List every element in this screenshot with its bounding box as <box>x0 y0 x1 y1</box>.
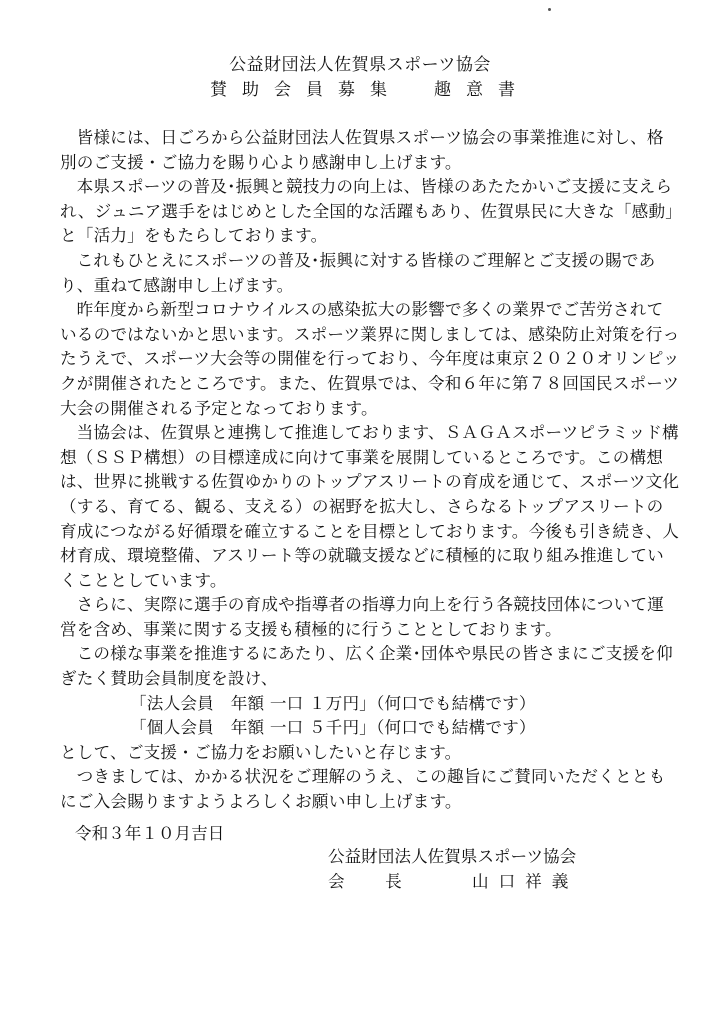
signature-name: 山口祥義 <box>472 872 579 891</box>
paragraph-sports-promotion: 本県スポーツの普及･振興と競技力の向上は、皆様のあたたかいご支援に支えられ、ジュニア選手をはじめとした全国的な活躍もあり、佐賀県民に大きな「感動」と「活力」をもたらしております。 <box>60 177 674 246</box>
signature-title: 会 長 <box>328 872 414 891</box>
document-title: 賛助会員募集 趣意書 <box>210 80 530 100</box>
paragraph-membership-intro: この様な事業を推進するにあたり、広く企業･団体や県民の皆さまにご支援を仰ぎたく賛助会員制度を設け、 <box>60 644 673 689</box>
organization-heading: 公益財団法人佐賀県スポーツ協会 <box>229 55 491 75</box>
paragraph-ssp-plan: 当協会は、佐賀県と連携して推進しております、ＳＡＧＡスポーツピラミッド構想（ＳＳＰ構想）の目標達成に向けて事業を展開しているところです。この構想は、世界に挑戦する佐賀ゆかりのトップアスリートの育成を通じて、スポーツ文化（する、育てる、観る、支える）の裾野を拡大し、さらなるトップアスリートの育成につながる好循環を確立することを目標としております。今後も引き続き、人材育成、環境整備、アスリート等の就職支援などに積極的に取り組み推進していくこととしています。 <box>60 423 680 590</box>
paragraph-greeting: 皆様には、日ごろから公益財団法人佐賀県スポーツ協会の事業推進に対し、格別のご支援・ご協力を賜り心より感謝申し上げます。 <box>60 128 664 172</box>
paragraph-thanks: これもひとえにスポーツの普及･振興に対する皆様のご理解とご支援の賜であり、重ねて感謝申し上げます。 <box>60 250 656 295</box>
issue-date: 令和３年１０月吉日 <box>75 824 225 843</box>
scan-speck <box>548 8 551 11</box>
fee-corporate: 「法人会員 年額 一口 １万円」（何口でも結構です） <box>130 693 536 713</box>
paragraph-request: として、ご支援・ご協力をお願いしたいと存じます。 <box>60 742 462 762</box>
document-body <box>60 126 680 815</box>
fee-individual: 「個人会員 年額 一口 ５千円」（何口でも結構です） <box>130 718 536 738</box>
paragraph-closing: つきましては、かかる状況をご理解のうえ、この趣旨にご賛同いただくとともにご入会賜りますようよろしくお願い申し上げます。 <box>60 767 666 812</box>
signature-organization: 公益財団法人佐賀県スポーツ協会 <box>328 847 577 866</box>
paragraph-covid: 昨年度から新型コロナウイルスの感染拡大の影響で多くの業界でご苦労されているのではないかと思います。スポーツ業界に関しましては、感染防止対策を行ったうえで、スポーツ大会等の開催を行っており、今年度は東京２０２０オリンピックが開催されたところです。また、佐賀県では、令和６年に第７８回国民スポーツ大会の開催される予定となっております。 <box>60 300 680 418</box>
paragraph-support-groups: さらに、実際に選手の育成や指導者の指導力向上を行う各競技団体について運営を含め、事業に関する支援も積極的に行うこととしております。 <box>60 595 665 639</box>
